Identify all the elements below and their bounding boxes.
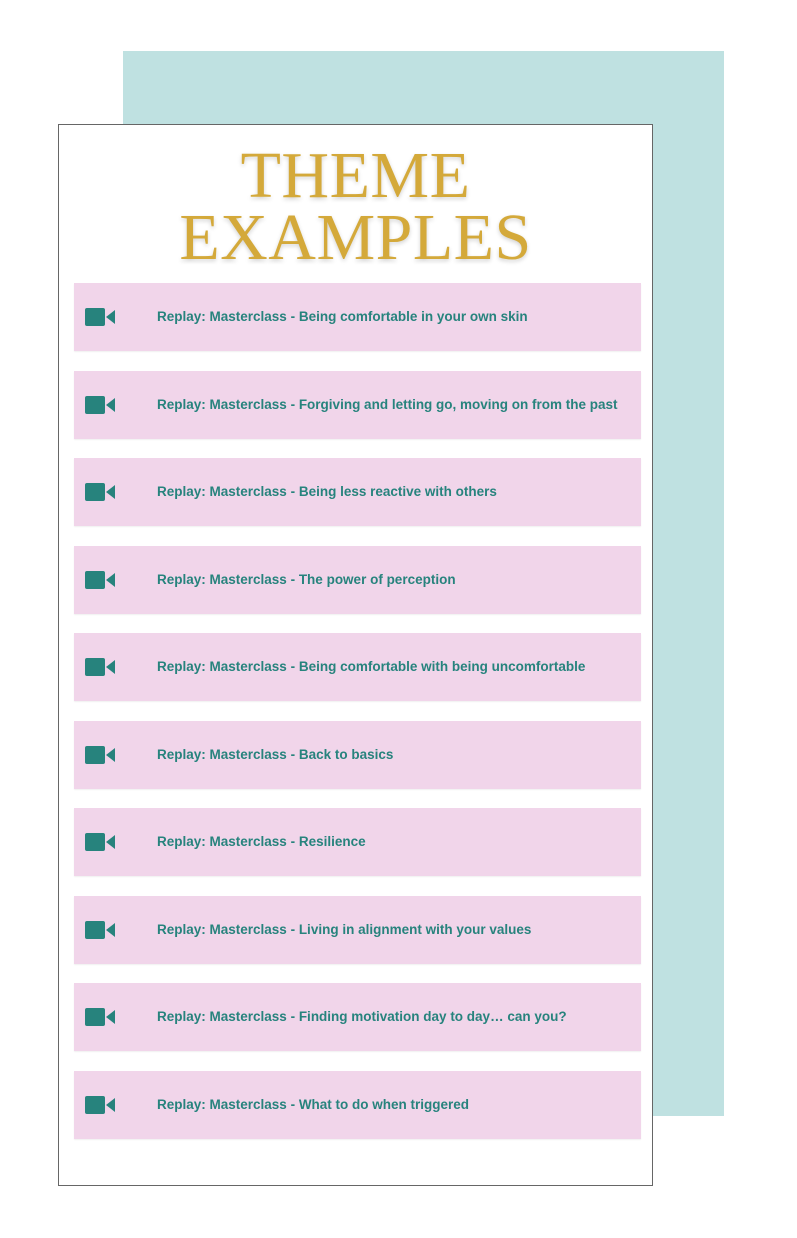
list-item-label: Replay: Masterclass - Forgiving and letting go, moving on from the past <box>157 396 618 412</box>
list-item[interactable] <box>74 808 641 876</box>
video-camera-icon <box>85 1096 115 1114</box>
video-camera-icon <box>85 571 115 589</box>
video-camera-icon <box>85 1008 115 1026</box>
list-item-label: Replay: Masterclass - The power of perception <box>157 571 456 587</box>
video-camera-icon <box>85 483 115 501</box>
theme-examples-card <box>58 124 653 1186</box>
list-item-label: Replay: Masterclass - What to do when triggered <box>157 1096 470 1112</box>
list-item-label: Replay: Masterclass - Being less reactive with others <box>157 484 497 499</box>
list-item[interactable] <box>74 458 641 526</box>
video-camera-icon <box>85 746 115 764</box>
list-item[interactable] <box>74 1071 641 1139</box>
video-camera-icon <box>85 833 115 851</box>
list-item-label: Replay: Masterclass - Resilience <box>157 834 366 849</box>
page-title: THEME EXAMPLES <box>179 139 532 274</box>
video-camera-icon <box>85 658 115 676</box>
video-camera-icon <box>85 308 115 326</box>
list-item[interactable] <box>74 633 641 701</box>
list-item[interactable] <box>74 371 641 439</box>
list-item-label: Replay: Masterclass - Being comfortable with being uncomfortable <box>157 659 586 674</box>
list-item[interactable] <box>74 896 641 964</box>
list-item-label: Replay: Masterclass - Finding motivation day to day… can you? <box>157 1009 567 1024</box>
replay-list <box>74 283 641 1158</box>
list-item[interactable] <box>74 721 641 789</box>
video-camera-icon <box>85 921 115 939</box>
list-item[interactable] <box>74 283 641 351</box>
video-camera-icon <box>85 396 115 414</box>
list-item-label: Replay: Masterclass - Living in alignment with your values <box>157 921 532 937</box>
list-item-label: Replay: Masterclass - Back to basics <box>157 746 394 762</box>
list-item[interactable] <box>74 983 641 1051</box>
list-item[interactable] <box>74 546 641 614</box>
list-item-label: Replay: Masterclass - Being comfortable in your own skin <box>157 309 528 324</box>
